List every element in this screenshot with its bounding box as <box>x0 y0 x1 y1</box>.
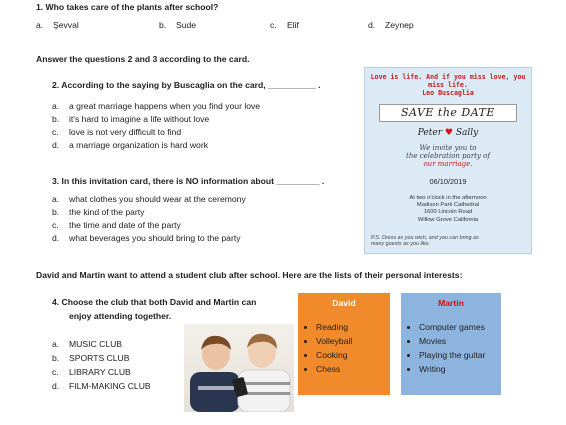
invite-text: We invite you to the celebration party of our marriage. <box>406 144 490 168</box>
q2-option-d[interactable]: d. a marriage organization is hard work <box>52 140 208 150</box>
q3-option-b[interactable]: b. the kind of the party <box>52 207 145 217</box>
q2-option-c[interactable]: c. love is not very difficult to find <box>52 127 182 137</box>
david-interest-list <box>298 320 390 376</box>
list-item: • Cooking <box>316 348 390 362</box>
section-instruction: Answer the questions 2 and 3 according to the card. <box>36 54 250 64</box>
card-quote: Love is life. And if you miss love, you miss life. Leo Buscaglia <box>370 73 526 97</box>
q1-option-c[interactable]: c. Elif <box>270 20 299 30</box>
question-4-line-1: 4. Choose the club that both David and Martin can <box>52 297 257 307</box>
q4-option-d[interactable]: d. FILM-MAKING CLUB <box>52 381 151 391</box>
question-2: 2. According to the saying by Buscaglia on the card, __________ . <box>52 80 321 90</box>
martin-header: Martin <box>438 298 464 308</box>
q3-option-a[interactable]: a. what clothes you should wear at the ceremony <box>52 194 246 204</box>
question-3: 3. In this invitation card, there is NO information about _________ . <box>52 176 325 186</box>
list-item: • Volleyball <box>316 334 390 348</box>
boys-with-phone-photo <box>184 324 294 412</box>
list-item: • Playing the guitar <box>419 348 501 362</box>
q1-option-a[interactable]: a. Şevval <box>36 20 79 30</box>
david-interests-box <box>298 293 390 395</box>
invitation-card <box>364 67 532 254</box>
save-the-date-banner: SAVE the DATE <box>379 104 517 122</box>
question-4-line-2: enjoy attending together. <box>69 311 172 321</box>
heart-icon: ♥ <box>444 128 453 138</box>
q2-option-b[interactable]: b. it's hard to imagine a life without love <box>52 114 210 124</box>
q4-option-a[interactable]: a. MUSIC CLUB <box>52 339 123 349</box>
martin-interest-list <box>401 320 501 376</box>
q2-option-a[interactable]: a. a great marriage happens when you find your love <box>52 101 261 111</box>
list-item: • Writing <box>419 362 501 376</box>
card-ps-note: P.S. Dress as you wish, and you can bring as many guests as you like. <box>371 234 479 248</box>
david-martin-intro: David and Martin want to attend a student club after school. Here are the lists of their personal interests: <box>36 270 463 280</box>
boys-illustration <box>184 324 294 412</box>
q3-option-d[interactable]: d. what beverages you should bring to the party <box>52 233 241 243</box>
david-header: David <box>332 298 356 308</box>
list-item: • Movies <box>419 334 501 348</box>
q1-option-d[interactable]: d. Zeynep <box>368 20 414 30</box>
martin-interests-box <box>401 293 501 395</box>
list-item: • Reading <box>316 320 390 334</box>
q3-option-c[interactable]: c. the time and date of the party <box>52 220 181 230</box>
list-item: • Computer games <box>419 320 501 334</box>
q1-option-b[interactable]: b. Sude <box>159 20 197 30</box>
q4-option-c[interactable]: c. LIBRARY CLUB <box>52 367 131 377</box>
card-date: 06/10/2019 <box>429 177 467 186</box>
couple-names: Peter ♥ Sally <box>417 128 479 138</box>
q4-option-b[interactable]: b. SPORTS CLUB <box>52 353 130 363</box>
question-1: 1. Who takes care of the plants after school? <box>36 2 219 12</box>
card-details: At two o'clock in the afternoon Madison Park Cathedral 1600 Lincoln Road Willow Grove California <box>409 195 487 223</box>
list-item: • Chess <box>316 362 390 376</box>
